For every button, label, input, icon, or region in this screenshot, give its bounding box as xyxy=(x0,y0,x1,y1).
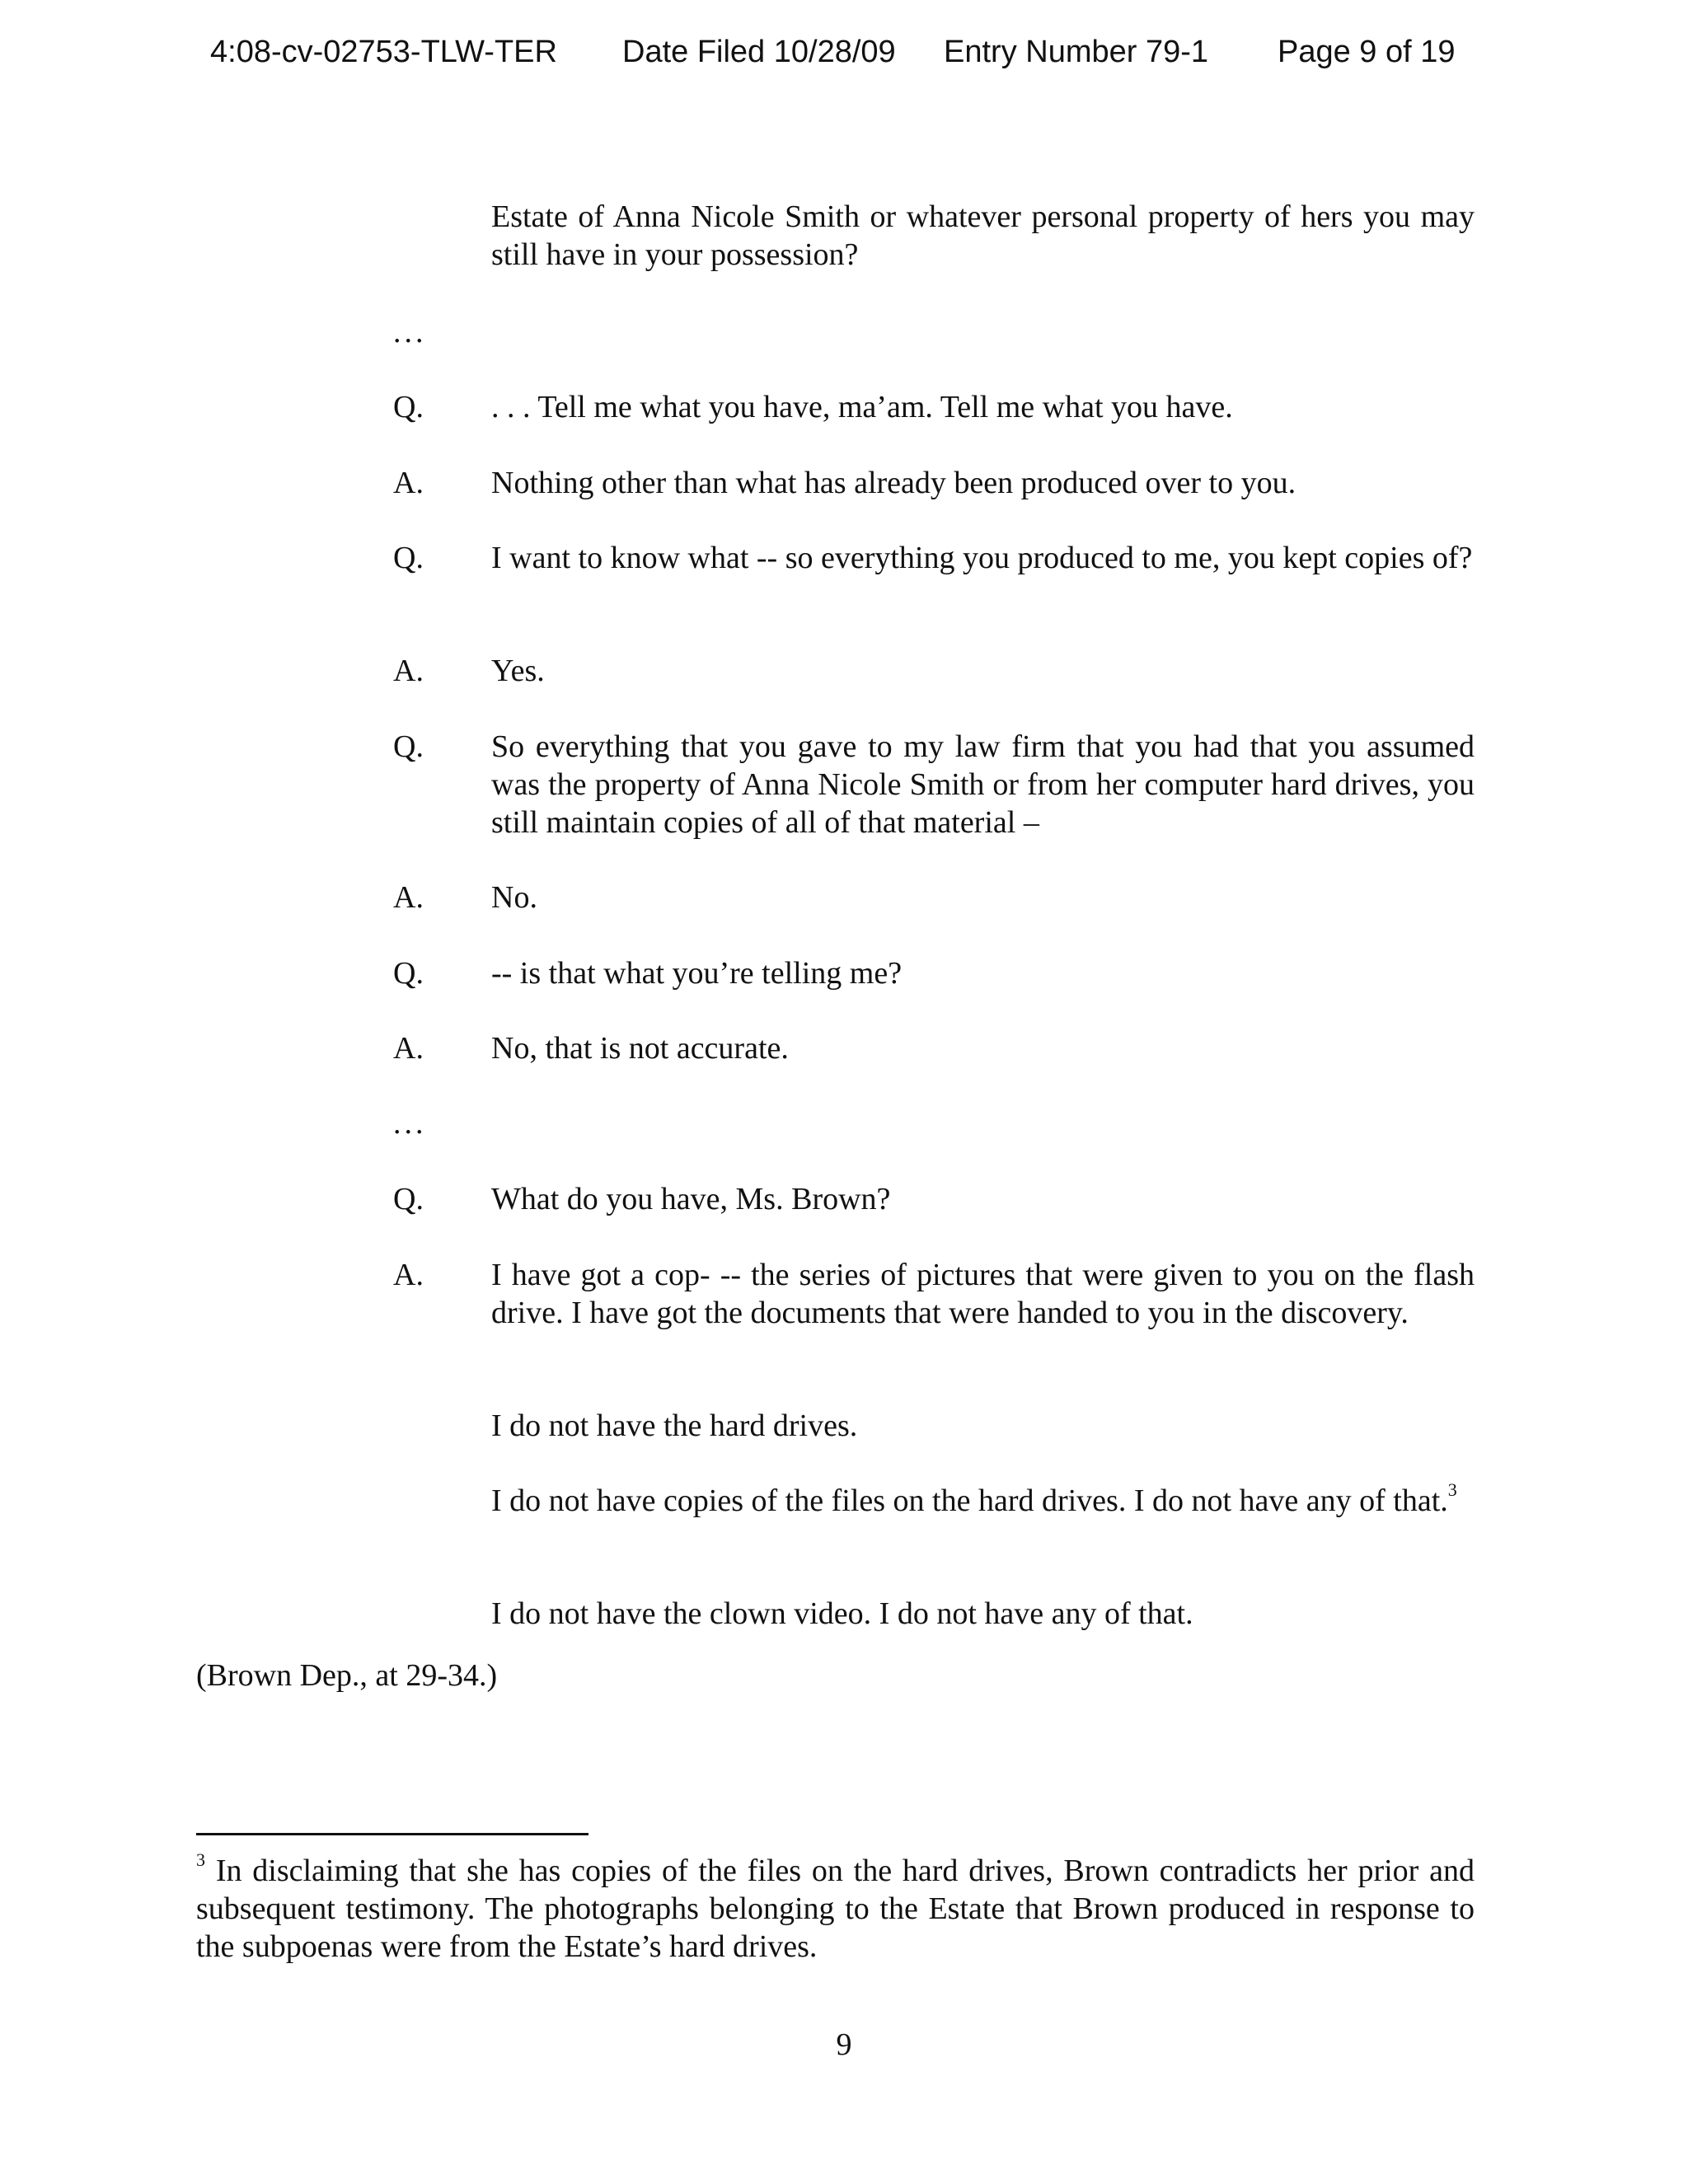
question-text: . . . Tell me what you have, ma’am. Tell me what you have. xyxy=(491,390,1233,424)
answer-text: No, that is not accurate. xyxy=(491,1031,789,1066)
speaker-label: Q. xyxy=(393,956,424,991)
speaker-label: Q. xyxy=(393,729,424,764)
answer-text: No. xyxy=(491,880,537,915)
question-text: What do you have, Ms. Brown? xyxy=(491,1182,891,1216)
document-header xyxy=(210,35,1456,70)
footnote-number: 3 xyxy=(196,1849,205,1871)
footnote-divider xyxy=(196,1833,588,1835)
date-filed: Date Filed 10/28/09 xyxy=(622,35,896,69)
footnote xyxy=(196,1849,1475,1966)
answer-text: Yes. xyxy=(491,654,545,688)
speaker-label: Q. xyxy=(393,390,424,424)
transcript-continuation: Estate of Anna Nicole Smith or whatever personal property of hers you may still have in your possession? xyxy=(491,199,1475,272)
speaker-label: A. xyxy=(393,654,424,688)
entry-number: Entry Number 79-1 xyxy=(944,35,1209,69)
speaker-label: A. xyxy=(393,1258,424,1292)
page-of-total: Page 9 of 19 xyxy=(1278,35,1456,69)
speaker-label: Q. xyxy=(393,541,424,575)
speaker-label: A. xyxy=(393,1031,424,1066)
footnote-reference[interactable]: 3 xyxy=(1447,1479,1457,1501)
speaker-label: A. xyxy=(393,880,424,915)
answer-text: I have got a cop- -- the series of pictures that were given to you on the flash drive. I have got the documents that were handed to you in the discovery. xyxy=(491,1258,1475,1330)
footnote-text: In disclaiming that she has copies of the files on the hard drives, Brown contradicts her prior and subsequent testimony. The photographs belonging to the Estate that Brown produced in response to the subpoenas were from the Estate’s hard drives. xyxy=(196,1854,1475,1964)
transcript-ellipsis: ... xyxy=(393,315,427,349)
answer-continuation-text: I do not have copies of the files on the hard drives. I do not have any of that. xyxy=(491,1483,1448,1518)
answer-continuation: I do not have the hard drives. xyxy=(491,1408,858,1443)
answer-continuation: I do not have the clown video. I do not have any of that. xyxy=(491,1596,1193,1631)
page-number: 9 xyxy=(836,2027,852,2062)
transcript-ellipsis: ... xyxy=(393,1106,427,1141)
deposition-citation: (Brown Dep., at 29-34.) xyxy=(196,1658,498,1693)
answer-continuation xyxy=(491,1479,1475,1520)
speaker-label: Q. xyxy=(393,1182,424,1216)
question-text: I want to know what -- so everything you produced to me, you kept copies of? xyxy=(491,541,1473,575)
question-text: -- is that what you’re telling me? xyxy=(491,956,903,991)
speaker-label: A. xyxy=(393,466,424,500)
case-number: 4:08-cv-02753-TLW-TER xyxy=(210,35,557,69)
question-text: So everything that you gave to my law firm that you had that you assumed was the property of Anna Nicole Smith or from her computer hard drives, you still maintain copies of all of that material – xyxy=(491,729,1475,840)
answer-text: Nothing other than what has already been produced over to you. xyxy=(491,466,1296,500)
